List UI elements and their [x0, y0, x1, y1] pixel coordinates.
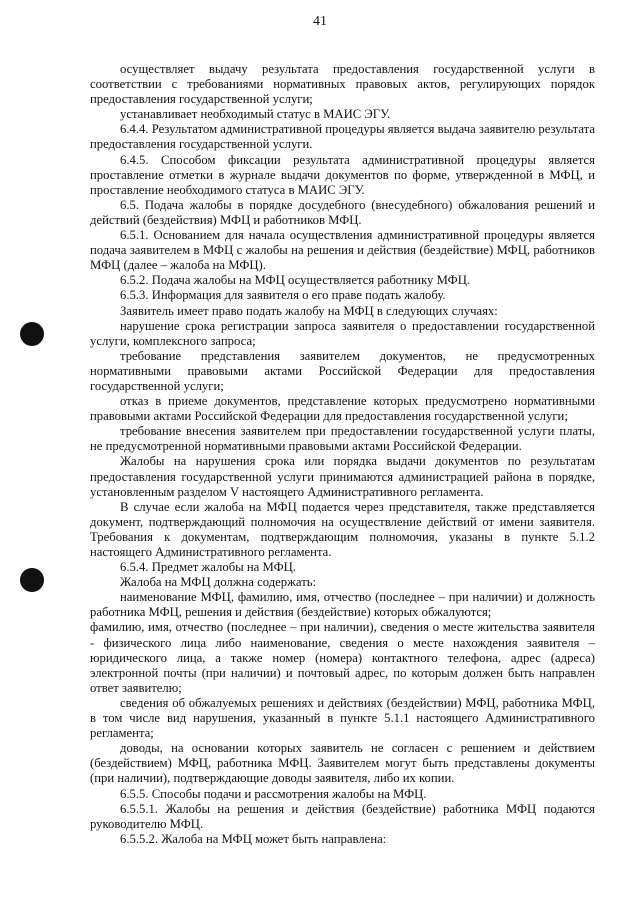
- paragraph: фамилию, имя, отчество (последнее – при наличии), сведения о месте жительства заявителя - физического лица либо наименование, сведения о месте нахождения заявителя – юридического лица, а также номер (номера) контактного телефона, адрес (адреса) электронной почты (при наличии) и почтовый адрес, по которым должен быть направлен ответ заявителю;: [90, 620, 595, 695]
- binder-hole-top: [20, 322, 44, 346]
- paragraph: сведения об обжалуемых решениях и действиях (бездействии) МФЦ, работника МФЦ, в том числе вид нарушения, указанный в пункте 5.1.1 настоящего Административного регламента;: [90, 695, 595, 741]
- paragraph: Жалобы на нарушения срока или порядка выдачи документов по результатам предоставления государственной услуги принимаются администрацией района в порядке, установленным разделом V настоящего Административного регламента.: [90, 454, 595, 499]
- paragraph: 6.5. Подача жалобы в порядке досудебного (внесудебного) обжалования решений и действий (бездействия) МФЦ и работников МФЦ.: [90, 197, 595, 227]
- page-number: 41: [313, 14, 327, 29]
- binder-hole-bottom: [20, 568, 44, 592]
- paragraph: доводы, на основании которых заявитель не согласен с решением и действием (бездействием) МФЦ, работника МФЦ. Заявителем могут быть представлены документы (при наличии), подтверждающие доводы заявителя, либо их копии.: [90, 741, 595, 786]
- paragraph: осуществляет выдачу результата предоставления государственной услуги в соответствии с требованиями нормативных правовых актов, регулирующих порядок предоставления государственной услуги;: [90, 62, 595, 107]
- paragraph: Заявитель имеет право подать жалобу на МФЦ в следующих случаях:: [120, 303, 498, 318]
- paragraph: В случае если жалоба на МФЦ подается через представителя, также представляется документ, подтверждающий полномочия на осуществление действий от имени заявителя. Требования к документам, подтверждающим полномочия, указаны в пункте 5.1.2 настоящего Административного регламента.: [90, 499, 595, 559]
- paragraph: 6.4.5. Способом фиксации результата административной процедуры является проставление отметки в журнале выдачи документов по форме, утвержденной в МФЦ, и проставление необходимого статуса в МАИС ЭГУ.: [90, 152, 595, 197]
- paragraph: устанавливает необходимый статус в МАИС ЭГУ.: [120, 107, 391, 122]
- paragraph: требование представления заявителем документов, не предусмотренных нормативными правовыми актами Российской Федерации для предоставления государственной услуги;: [90, 348, 595, 393]
- paragraph: наименование МФЦ, фамилию, имя, отчество (последнее – при наличии) и должность работника МФЦ, решения и действия (бездействие) которых обжалуются;: [90, 590, 595, 620]
- paragraph: 6.5.5.2. Жалоба на МФЦ может быть направлена:: [120, 831, 387, 846]
- paragraph: 6.5.3. Информация для заявителя о его праве подать жалобу.: [120, 288, 446, 303]
- paragraph: 6.5.4. Предмет жалобы на МФЦ.: [120, 560, 296, 575]
- paragraph: 6.4.4. Результатом административной процедуры является выдача заявителю результата предоставления государственной услуги.: [90, 122, 595, 152]
- paragraph: 6.5.2. Подача жалобы на МФЦ осуществляется работнику МФЦ.: [120, 273, 471, 288]
- paragraph: 6.5.5.1. Жалобы на решения и действия (бездействие) работника МФЦ подаются руководителю МФЦ.: [90, 801, 595, 831]
- paragraph: 6.5.1. Основанием для начала осуществления административной процедуры является подача заявителем в МФЦ с жалобы на решения и действия (бездействие) МФЦ, работников МФЦ (далее – жалоба на МФЦ).: [90, 228, 595, 273]
- paragraph: требование внесения заявителем при предоставлении государственной услуги платы, не предусмотренной нормативными правовыми актами Российской Федерации.: [90, 424, 595, 454]
- paragraph: отказ в приеме документов, представление которых предусмотрено нормативными правовыми актами Российской Федерации для предоставления государственной услуги;: [90, 394, 595, 424]
- document-body: [90, 62, 595, 847]
- paragraph: Жалоба на МФЦ должна содержать:: [120, 575, 317, 590]
- paragraph: нарушение срока регистрации запроса заявителя о предоставлении государственной услуги, комплексного запроса;: [90, 318, 595, 348]
- paragraph: 6.5.5. Способы подачи и рассмотрения жалобы на МФЦ.: [120, 786, 427, 801]
